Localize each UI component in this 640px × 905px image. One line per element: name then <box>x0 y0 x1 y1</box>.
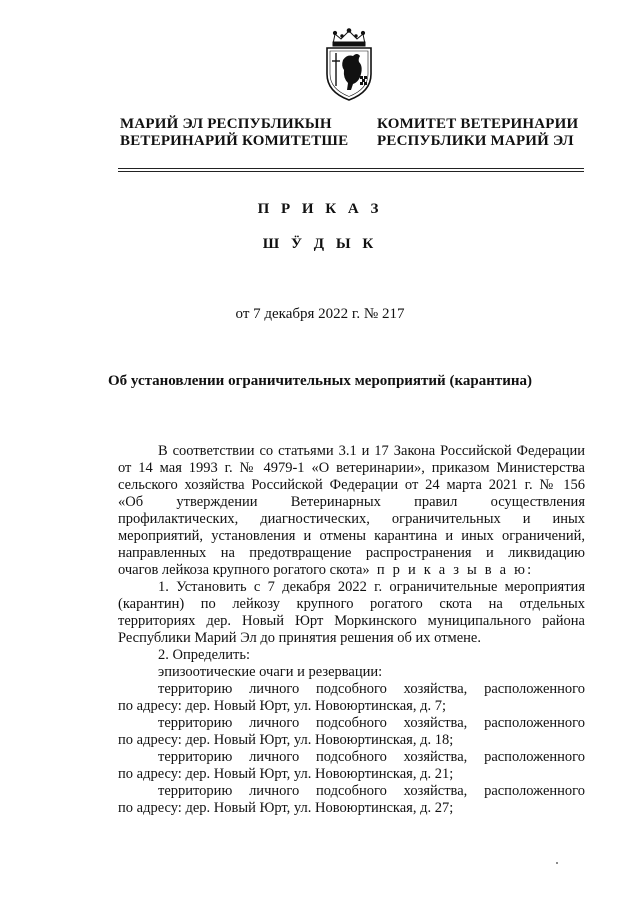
doc-type-ru: П Р И К А З <box>257 201 383 217</box>
body-line: от 14 мая 1993 г. № 4979-1 «О ветеринарии», приказом Министерства <box>118 460 585 476</box>
body-line: сельского хозяйства Российской Федерации от 24 марта 2021 г. № 156 <box>118 477 585 493</box>
header-right <box>377 116 578 150</box>
body-line: В соответствии со статьями 3.1 и 17 Закона Российской Федерации <box>158 443 585 459</box>
date-line: от 7 декабря 2022 г. № 217 <box>235 306 405 322</box>
body-line <box>118 562 585 579</box>
list-item: по адресу: дер. Новый Юрт, ул. Новоюртинская, д. 18; <box>118 732 454 748</box>
list-item: территорию личного подсобного хозяйства, расположенного <box>158 715 585 731</box>
body-text: очагов лейкоза крупного рогатого скота» <box>118 562 370 578</box>
doc-type-mari: Ш Ӱ Д Ы К <box>262 236 378 252</box>
header-divider-top <box>118 168 584 169</box>
body-line: эпизоотические очаги и резервации: <box>158 664 383 680</box>
body-line: «Об утверждении Ветеринарных правил осуществления <box>118 494 585 510</box>
header-left <box>120 116 348 150</box>
body-line: мероприятий, установления и отмены карантина и иных ограничений, <box>118 528 585 544</box>
scan-speck <box>556 862 558 864</box>
body-line: профилактических, диагностических, ограничительных и иных <box>118 511 585 527</box>
body-line: 1. Установить с 7 декабря 2022 г. ограничительные мероприятия <box>158 579 585 595</box>
header-right-line2: РЕСПУБЛИКИ МАРИЙ ЭЛ <box>377 133 574 149</box>
document-subject: Об установлении ограничительных мероприятий (карантина) <box>107 373 532 389</box>
body-line: (карантин) по лейкозу крупного рогатого скота на отдельных <box>118 596 585 612</box>
order-word: п р и к а з ы в а ю: <box>376 562 534 578</box>
body-line: Республики Марий Эл до принятия решения об их отмене. <box>118 630 481 646</box>
body-line: направленных на предотвращение распространения и ликвидацию <box>118 545 585 561</box>
list-item: территорию личного подсобного хозяйства, расположенного <box>158 749 585 765</box>
body-line: 2. Определить: <box>158 647 251 663</box>
header-divider-bottom <box>118 171 584 172</box>
list-item: по адресу: дер. Новый Юрт, ул. Новоюртинская, д. 27; <box>118 800 454 816</box>
list-item: по адресу: дер. Новый Юрт, ул. Новоюртинская, д. 21; <box>118 766 454 782</box>
list-item: территорию личного подсобного хозяйства, расположенного <box>158 783 585 799</box>
header-left-line2: ВЕТЕРИНАРИЙ КОМИТЕТШЕ <box>120 133 349 149</box>
header-right-line1: КОМИТЕТ ВЕТЕРИНАРИИ <box>377 116 579 132</box>
list-item: территорию личного подсобного хозяйства, расположенного <box>158 681 585 697</box>
coat-of-arms-emblem <box>323 28 375 102</box>
body-line: территориях дер. Новый Юрт Моркинского муниципального района <box>118 613 585 629</box>
list-item: по адресу: дер. Новый Юрт, ул. Новоюртинская, д. 7; <box>118 698 447 714</box>
header-left-line1: МАРИЙ ЭЛ РЕСПУБЛИКЫН <box>120 116 332 132</box>
